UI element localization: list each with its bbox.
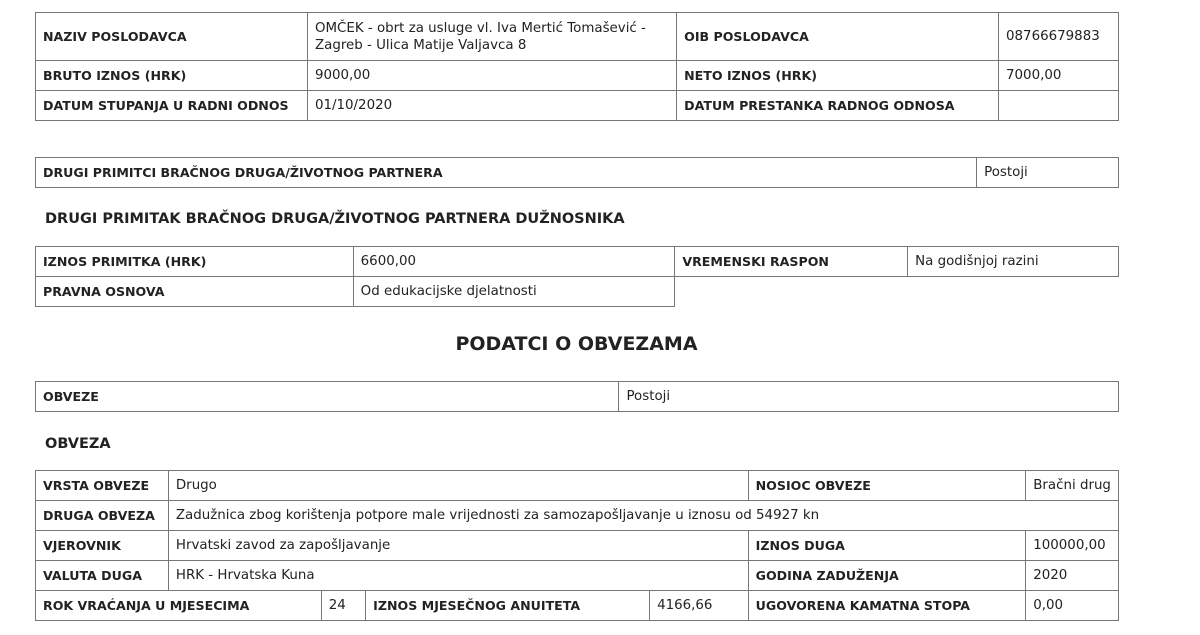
other-obligation-label: DRUGA OBVEZA [36,501,169,531]
net-value: 7000,00 [999,61,1119,91]
gross-label: BRUTO IZNOS (HRK) [36,61,308,91]
spouse-income-value: Postoji [977,158,1119,188]
creditor-value: Hrvatski zavod za zapošljavanje [168,531,748,561]
legal-basis-label: PRAVNA OSNOVA [36,277,354,307]
employer-oib-value: 08766679883 [999,13,1119,61]
monthly-annuity-label: IZNOS MJESEČNOG ANUITETA [366,591,650,621]
gross-value: 9000,00 [307,61,676,91]
net-label: NETO IZNOS (HRK) [677,61,999,91]
receipt-amount-value: 6600,00 [353,247,675,277]
interest-rate-value: 0,00 [1026,591,1119,621]
obligation-heading: OBVEZA [45,436,111,452]
obligations-table [35,381,1119,412]
debt-amount-value: 100000,00 [1026,531,1119,561]
employer-table [35,12,1119,121]
period-value: Na godišnjoj razini [908,247,1119,277]
period-label: VREMENSKI RASPON [675,247,908,277]
end-date-label: DATUM PRESTANKA RADNOG ODNOSA [677,91,999,121]
obligation-holder-label: NOSIOC OBVEZE [748,471,1026,501]
repayment-term-label: ROK VRAĆANJA U MJESECIMA [36,591,322,621]
legal-basis-value: Od edukacijske djelatnosti [353,277,675,307]
debt-year-label: GODINA ZADUŽENJA [748,561,1026,591]
obligation-holder-value: Bračni drug [1026,471,1119,501]
end-date-value [999,91,1119,121]
receipt-amount-label: IZNOS PRIMITKA (HRK) [36,247,354,277]
obligation-type-value: Drugo [168,471,748,501]
creditor-label: VJEROVNIK [36,531,169,561]
employer-name-value: OMČEK - obrt za usluge vl. Iva Mertić Tomašević - Zagreb - Ulica Matije Valjavca 8 [307,13,676,61]
obligations-label: OBVEZE [36,382,619,412]
spouse-receipt-table [35,246,1119,307]
employer-oib-label: OIB POSLODAVCA [677,13,999,61]
employer-name-label: NAZIV POSLODAVCA [36,13,308,61]
repayment-term-value: 24 [321,591,365,621]
obligations-section-title: PODATCI O OBVEZAMA [455,333,698,355]
start-date-label: DATUM STUPANJA U RADNI ODNOS [36,91,308,121]
interest-rate-label: UGOVORENA KAMATNA STOPA [748,591,1026,621]
currency-label: VALUTA DUGA [36,561,169,591]
obligation-table [35,470,1119,621]
spouse-income-label: DRUGI PRIMITCI BRAČNOG DRUGA/ŽIVOTNOG PARTNERA [36,158,977,188]
other-obligation-value: Zadužnica zbog korištenja potpore male vrijednosti za samozapošljavanje u iznosu od 54927 kn [168,501,1118,531]
debt-year-value: 2020 [1026,561,1119,591]
debt-amount-label: IZNOS DUGA [748,531,1026,561]
spouse-receipt-heading: DRUGI PRIMITAK BRAČNOG DRUGA/ŽIVOTNOG PARTNERA DUŽNOSNIKA [45,211,625,227]
obligation-type-label: VRSTA OBVEZE [36,471,169,501]
obligations-value: Postoji [619,382,1119,412]
start-date-value: 01/10/2020 [307,91,676,121]
monthly-annuity-value: 4166,66 [650,591,749,621]
spouse-income-table [35,157,1119,188]
currency-value: HRK - Hrvatska Kuna [168,561,748,591]
